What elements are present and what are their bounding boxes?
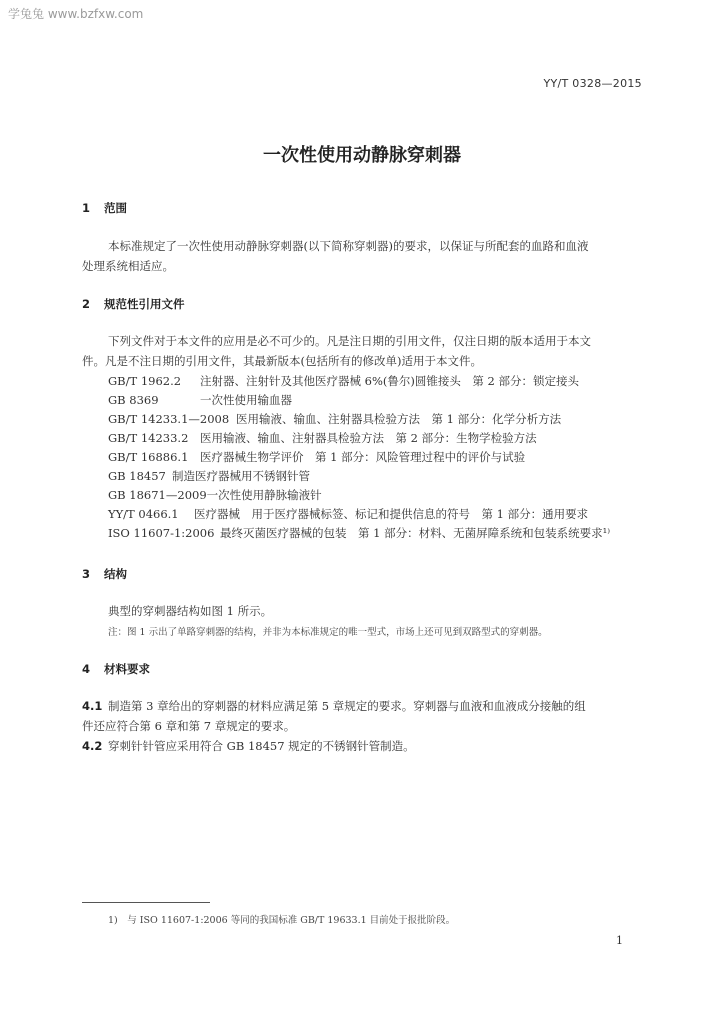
section-3-note: 注：图 1 示出了单路穿刺器的结构，并非为本标准规定的唯一型式，市场上还可见到双路型式的穿刺器。 xyxy=(108,627,548,638)
section-3-para: 典型的穿刺器结构如图 1 所示。 xyxy=(108,604,273,618)
reference-item: GB 8369 一次性使用输血器 xyxy=(108,393,292,407)
reference-item: GB/T 14233.1—2008 医用输液、输血、注射器具检验方法 第 1 部分：化学分析方法 xyxy=(108,412,562,426)
section-1-heading: 1 范围 xyxy=(82,201,127,215)
reference-item: YY/T 0466.1 医疗器械 用于医疗器械标签、标记和提供信息的符号 第 1 部分：通用要求 xyxy=(108,507,589,521)
reference-item: GB 18457 制造医疗器械用不锈钢针管 xyxy=(108,469,310,483)
footnote-rule xyxy=(82,902,210,903)
section-1-para-line1: 本标准规定了一次性使用动静脉穿刺器(以下简称穿刺器)的要求，以保证与所配套的血路和血液 xyxy=(108,239,589,253)
section-2-para-line2: 件。凡是不注日期的引用文件，其最新版本(包括所有的修改单)适用于本文件。 xyxy=(82,354,482,368)
section-2-para-line1: 下列文件对于本文件的应用是必不可少的。凡是注日期的引用文件，仅注日期的版本适用于本文 xyxy=(108,334,591,348)
clause-4-2: 4.2 穿刺针针管应采用符合 GB 18457 规定的不锈钢针管制造。 xyxy=(82,739,415,753)
document-code: YY/T 0328—2015 xyxy=(543,77,642,90)
section-4-heading: 4 材料要求 xyxy=(82,662,150,676)
clause-4-1-line2: 件还应符合第 6 章和第 7 章规定的要求。 xyxy=(82,719,296,733)
section-1-para-line2: 处理系统相适应。 xyxy=(82,259,174,273)
watermark: 学兔兔 www.bzfxw.com xyxy=(8,7,144,21)
reference-item: ISO 11607-1:2006 最终灭菌医疗器械的包装 第 1 部分：材料、无菌屏障系统和包装系统要求¹⁾ xyxy=(108,526,611,540)
clause-4-1-line1: 4.1 制造第 3 章给出的穿刺器的材料应满足第 5 章规定的要求。穿刺器与血液和血液成分接触的组 xyxy=(82,699,586,713)
reference-item: GB/T 16886.1 医疗器械生物学评价 第 1 部分：风险管理过程中的评价与试验 xyxy=(108,450,526,464)
section-2-heading: 2 规范性引用文件 xyxy=(82,297,185,311)
reference-item: GB/T 14233.2 医用输液、输血、注射器具检验方法 第 2 部分：生物学检验方法 xyxy=(108,431,537,445)
section-3-heading: 3 结构 xyxy=(82,567,127,581)
page-number: 1 xyxy=(616,934,623,947)
footnote: 1) 与 ISO 11607-1:2006 等同的我国标准 GB/T 19633.1 目前处于报批阶段。 xyxy=(108,915,456,926)
document-title: 一次性使用动静脉穿刺器 xyxy=(263,145,461,166)
reference-item: GB/T 1962.2 注射器、注射针及其他医疗器械 6%(鲁尔)圆锥接头 第 2 部分：锁定接头 xyxy=(108,374,579,388)
reference-item: GB 18671—2009一次性使用静脉输液针 xyxy=(108,488,322,502)
